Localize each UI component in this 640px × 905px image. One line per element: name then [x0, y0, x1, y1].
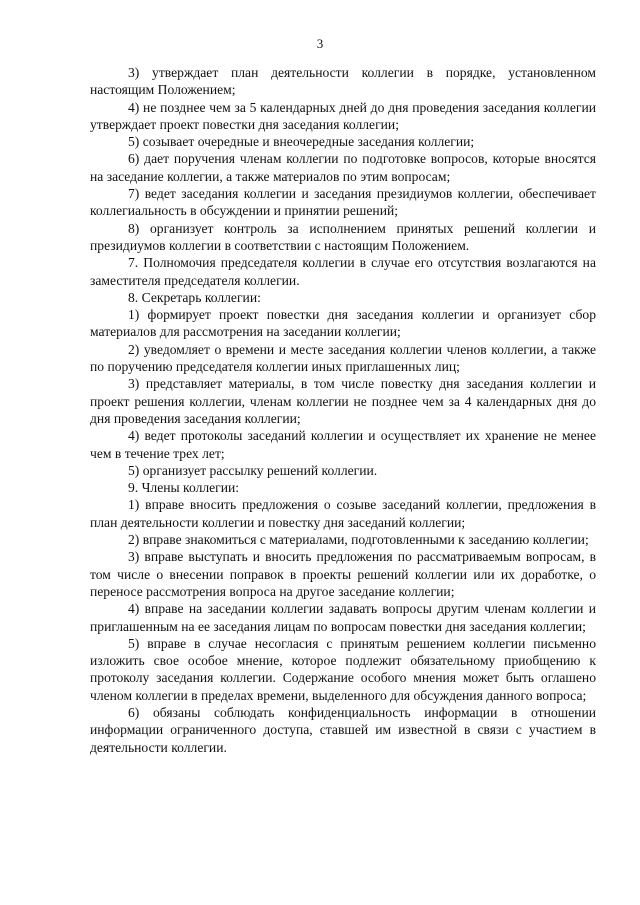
paragraph: 8) организует контроль за исполнением принятых решений коллегии и президиумов коллегии в соответствии с настоящим Положением.	[90, 220, 596, 253]
paragraph: 4) вправе на заседании коллегии задавать вопросы другим членам коллегии и приглашенным на ее заседания лицам по вопросам повестки дня заседания коллегии;	[90, 601, 596, 634]
paragraph: 4) не позднее чем за 5 календарных дней до дня проведения заседания коллегии утверждает проект повестки дня заседания коллегии;	[90, 99, 596, 132]
page-number: 3	[316, 36, 324, 51]
document-body	[90, 64, 596, 756]
paragraph: 1) вправе вносить предложения о созыве заседаний коллегии, предложения в план деятельности коллегии и повестку дня заседаний коллегии;	[90, 497, 596, 530]
paragraph: 5) организует рассылку решений коллегии.	[128, 462, 378, 478]
paragraph: 4) ведет протоколы заседаний коллегии и осуществляет их хранение не менее чем в течение трех лет;	[90, 428, 596, 461]
paragraph: 5) вправе в случае несогласия с принятым решением коллегии письменно изложить свое особое мнение, которое подлежит обязательному приобщению к протоколу заседания коллегии. Содержание особого мнения может быть оглашено членом коллегии в пределах времени, выделенного для обсуждения данного вопроса;	[90, 635, 596, 703]
paragraph: 1) формирует проект повестки дня заседания коллегии и организует сбор материалов для рассмотрения на заседании коллегии;	[90, 307, 596, 340]
paragraph: 3) представляет материалы, в том числе повестку дня заседания коллегии и проект решения коллегии, членам коллегии не позднее чем за 4 календарных дня до дня проведения заседания коллегии;	[90, 376, 596, 426]
paragraph: 3) вправе выступать и вносить предложения по рассматриваемым вопросам, в том числе о внесении поправок в проекты решений коллегии или их доработке, о переносе рассмотрения вопроса на другое заседание коллегии;	[90, 549, 596, 599]
paragraph: 7. Полномочия председателя коллегии в случае его отсутствия возлагаются на заместителя председателя коллегии.	[90, 255, 596, 288]
paragraph: 7) ведет заседания коллегии и заседания президиумов коллегии, обеспечивает коллегиальность в обсуждении и принятии решений;	[90, 186, 596, 219]
paragraph: 2) уведомляет о времени и месте заседания коллегии членов коллегии, а также по поручению председателя коллегии иных приглашенных лиц;	[90, 341, 596, 375]
paragraph: 3) утверждает план деятельности коллегии в порядке, установленном настоящим Положением;	[90, 65, 596, 98]
section-heading: 8. Секретарь коллегии:	[128, 289, 261, 305]
paragraph: 6) дает поручения членам коллегии по подготовке вопросов, которые вносятся на заседание коллегии, а также материалов по этим вопросам;	[90, 151, 596, 184]
paragraph: 6) обязаны соблюдать конфиденциальность информации в отношении информации ограниченного доступа, ставшей им известной в связи с участием в деятельности коллегии.	[90, 704, 596, 755]
paragraph: 2) вправе знакомиться с материалами, подготовленными к заседанию коллегии;	[128, 532, 589, 548]
paragraph: 5) созывает очередные и внеочередные заседания коллегии;	[128, 134, 475, 150]
section-heading: 9. Члены коллегии:	[128, 480, 240, 496]
